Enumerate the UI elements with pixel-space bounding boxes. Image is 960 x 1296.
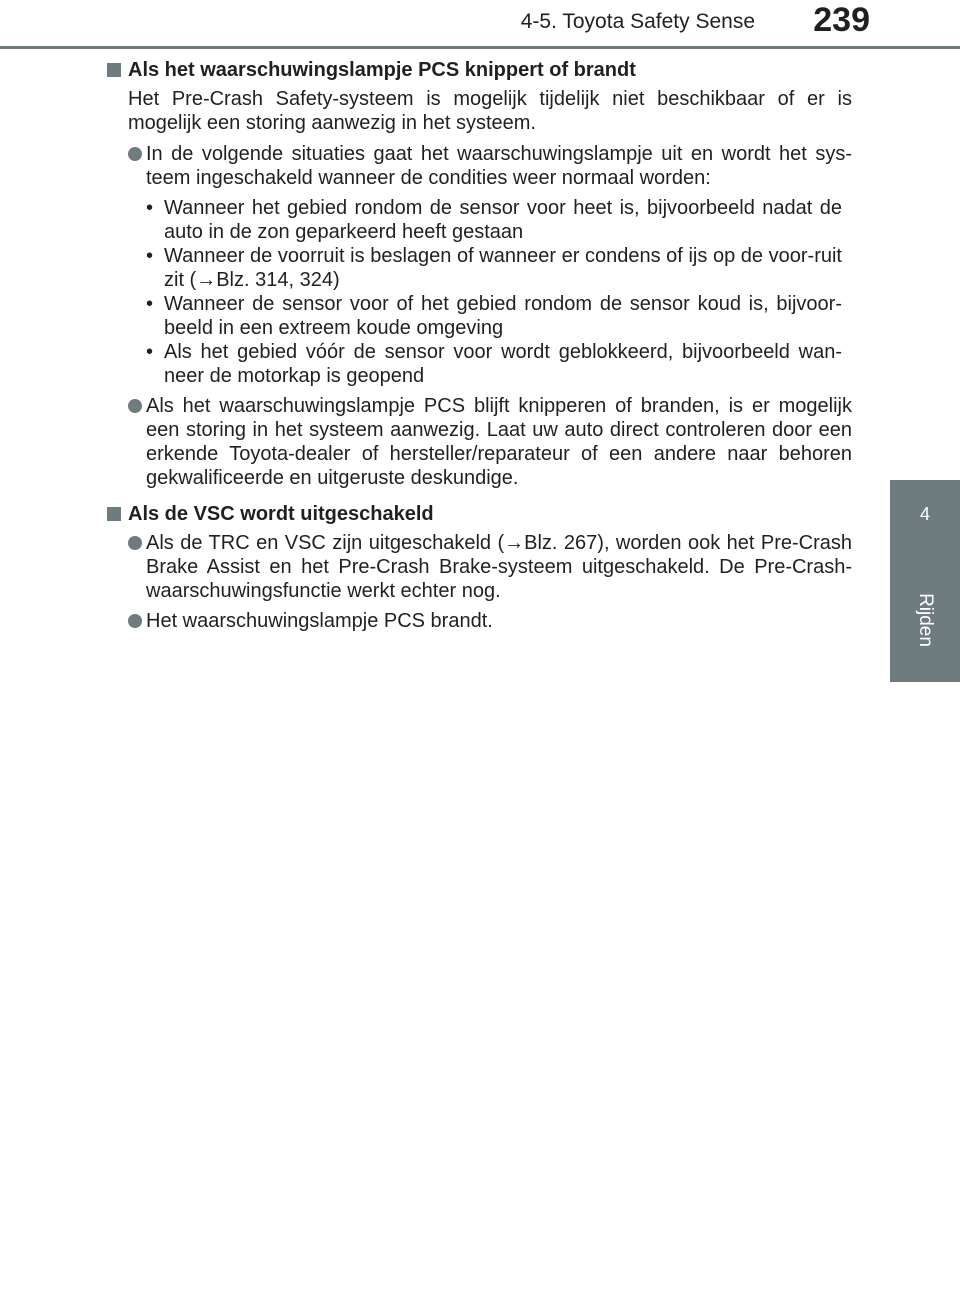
sub-list-item	[146, 196, 842, 244]
square-bullet-icon	[107, 507, 121, 521]
section-heading-text: Als het waarschuwingslampje PCS knippert of brandt	[128, 59, 636, 81]
sub-list-item-text: Wanneer het gebied rondom de sensor voor heet is, bijvoorbeeld nadat de auto in de zon geparkeerd heeft gestaan	[164, 197, 842, 243]
section-title: 4-5. Toyota Safety Sense	[520, 10, 755, 33]
round-bullet-icon	[128, 147, 142, 161]
chapter-label: Rijden	[915, 593, 936, 647]
sub-list-item-text: Wanneer de voorruit is beslagen of wanneer er condens of ijs op de voor-ruit zit (→Blz. 314, 324)	[164, 245, 842, 291]
round-bullet-icon	[128, 536, 142, 550]
sub-bullet-marker: •	[146, 245, 154, 267]
section-heading-text: Als de VSC wordt uitgeschakeld	[128, 503, 434, 525]
list-item	[128, 394, 852, 490]
sub-bullet-marker: •	[146, 197, 154, 219]
page-content	[106, 58, 852, 639]
sub-list-item	[146, 292, 842, 340]
chapter-number: 4	[919, 504, 930, 524]
page-header	[0, 0, 960, 48]
sub-bullet-marker: •	[146, 341, 154, 363]
sub-bullet-marker: •	[146, 293, 154, 315]
chapter-tab[interactable]	[890, 480, 960, 682]
list-item-text: Als de TRC en VSC zijn uitgeschakeld (→Blz. 267), worden ook het Pre-Crash Brake Assist en het Pre-Crash Brake-systeem uitgeschakeld. De Pre-Crash-waarschuwingsfunctie werkt echter nog.	[146, 532, 852, 602]
section-heading	[106, 58, 852, 82]
list-item	[128, 531, 852, 603]
list-item	[128, 142, 852, 190]
sub-list-item-text: Als het gebied vóór de sensor voor wordt geblokkeerd, bijvoorbeeld wan-neer de motorkap is geopend	[164, 341, 842, 387]
list-item-text: Het waarschuwingslampje PCS brandt.	[146, 610, 493, 632]
sub-list-item-text: Wanneer de sensor voor of het gebied rondom de sensor koud is, bijvoor-beeld in een extreem koude omgeving	[164, 293, 842, 339]
list-item	[128, 609, 852, 633]
round-bullet-icon	[128, 614, 142, 628]
section-intro: Het Pre-Crash Safety-systeem is mogelijk tijdelijk niet beschikbaar of er is mogelijk een storing aanwezig in het systeem.	[128, 88, 852, 134]
page-number: 239	[813, 1, 870, 39]
header-divider	[0, 46, 960, 49]
sub-list	[146, 196, 852, 388]
sub-list-item	[146, 340, 842, 388]
list-item-text: In de volgende situaties gaat het waarschuwingslampje uit en wordt het sys-teem ingeschakeld wanneer de condities weer normaal worden:	[146, 143, 852, 189]
round-bullet-icon	[128, 399, 142, 413]
list-item-text: Als het waarschuwingslampje PCS blijft knipperen of branden, is er mogelijk een storing in het systeem aanwezig. Laat uw auto direct controleren door een erkende Toyota-dealer of hersteller/reparateur of een andere naar behoren gekwalificeerde en uitgeruste deskundige.	[146, 395, 852, 489]
sub-list-item	[146, 244, 842, 292]
chapter-label-wrap	[913, 580, 937, 660]
section-heading	[106, 502, 852, 526]
square-bullet-icon	[107, 63, 121, 77]
